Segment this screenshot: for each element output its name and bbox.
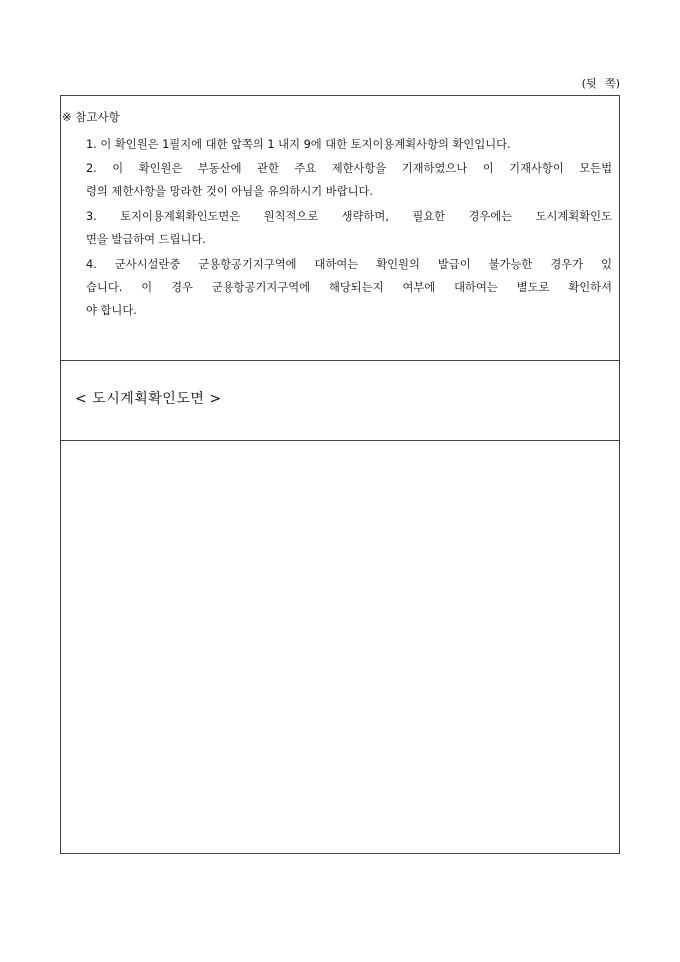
- note-4-line-1: 4. 군사시설란중 군용항공기지구역에 대하여는 확인원의 발급이 불가능한 경우가 있: [86, 258, 612, 271]
- note-item-4: [86, 254, 612, 322]
- map-section-title: < 도시계획확인도면 >: [75, 391, 222, 407]
- note-item-2: [86, 158, 612, 204]
- note-1-line-1: 1. 이 확인원은 1필지에 대한 앞쪽의 1 내지 9에 대한 토지이용계획사항의 확인입니다.: [86, 138, 511, 151]
- note-2-line-1: 2. 이 확인원은 부동산에 관한 주요 제한사항을 기재하였으나 이 기재사항이 모든법: [86, 162, 612, 175]
- note-3-line-1: 3. 토지이용계획확인도면은 원칙적으로 생략하며, 필요한 경우에는 도시계획확인도: [86, 210, 612, 223]
- page-side-label: (뒷 쪽): [581, 77, 620, 90]
- note-2-line-2: 령의 제한사항을 망라한 것이 아님을 유의하시기 바랍니다.: [86, 184, 374, 198]
- note-4-line-3: 야 합니다.: [86, 303, 137, 317]
- note-4-line-2: 습니다. 이 경우 군용항공기지구역에 해당되는지 여부에 대하여는 별도로 확인하셔: [86, 280, 612, 294]
- note-3-line-2: 면을 발급하여 드립니다.: [86, 232, 206, 246]
- reference-form: [60, 95, 620, 854]
- reference-notes-section: [61, 96, 619, 361]
- map-header-section: [61, 361, 619, 441]
- notes-heading: ※ 참고사항: [62, 110, 120, 124]
- note-item-1: [86, 134, 612, 157]
- note-item-3: [86, 206, 612, 252]
- map-drawing-area: [61, 441, 619, 853]
